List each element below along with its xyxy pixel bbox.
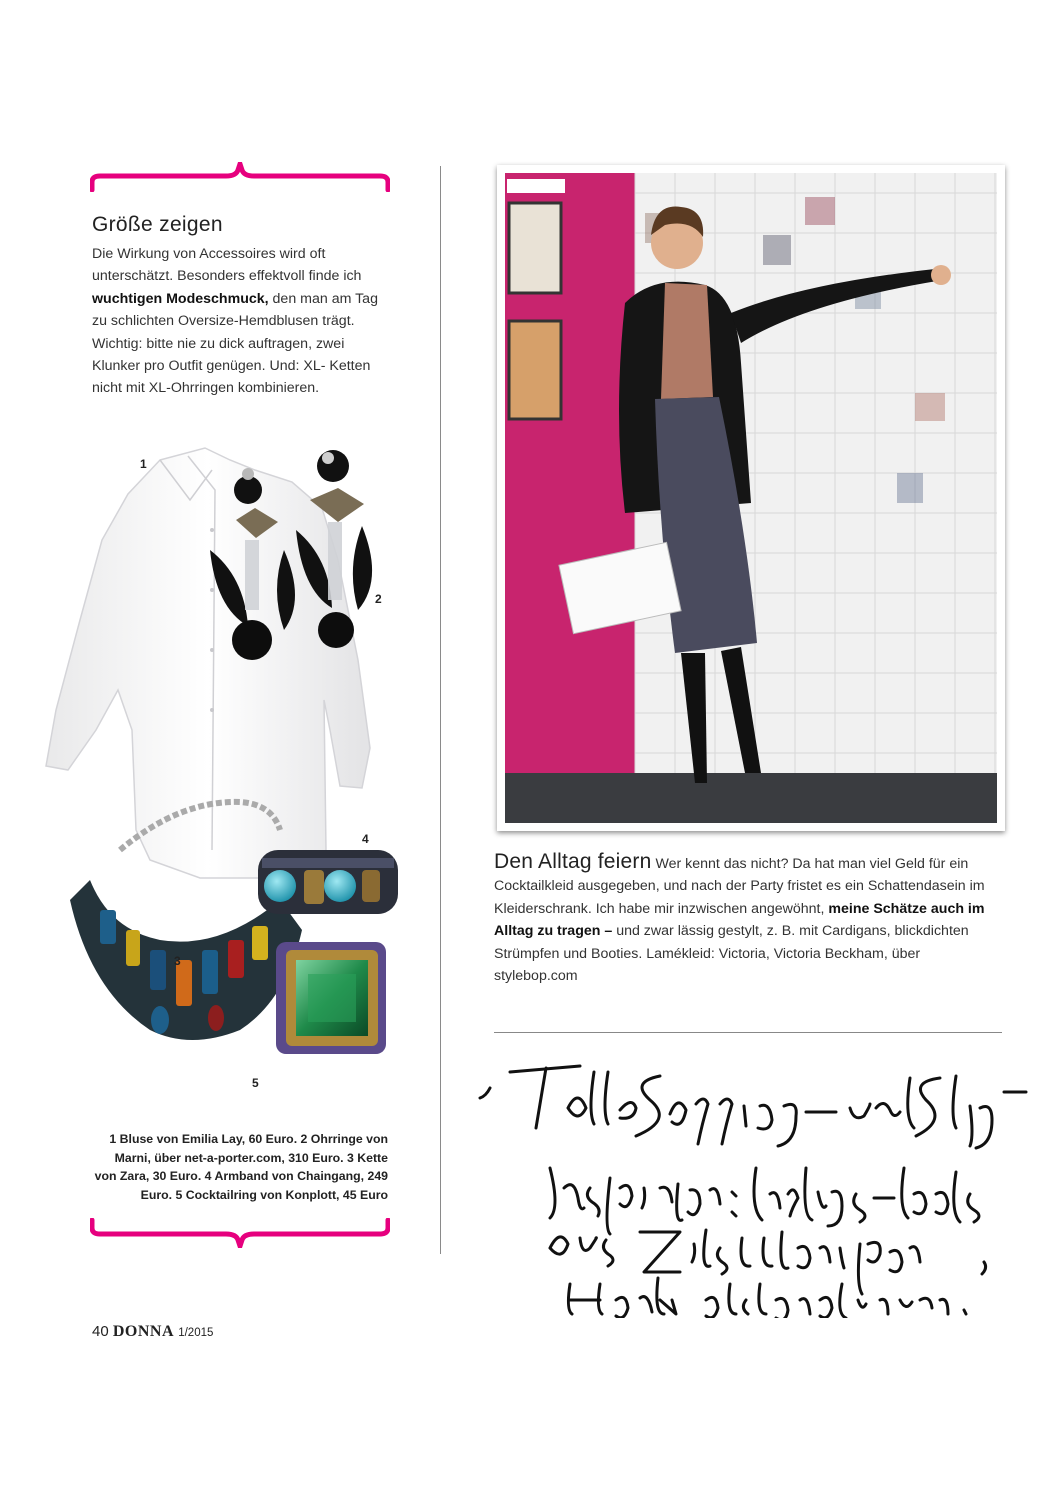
body-text-part: den man am Tag zu schlichten Oversize-Hemdblusen trägt. Wichtig: bitte nie zu dick auftragen, zwei Klunker pro Outfit genügen. Und: XL- Ketten nicht mit XL-Ohrringen kombinieren. [92, 290, 378, 397]
body-text-part: Wer kennt das nicht? Da hat man viel Geld für ein Cocktailkleid ausgegeben, und nach der Party fristet es ein Schattendasein im Kleiderschrank. Ich habe mir inzwischen angewöhnt, [494, 856, 985, 917]
handwritten-quote [470, 1048, 1030, 1318]
portrait-photo [497, 165, 1005, 831]
product-label-3: 3 [174, 954, 181, 968]
product-collage [40, 430, 440, 1110]
top-curly-bracket [90, 162, 390, 192]
magazine-brand: DONNA [112, 1323, 175, 1340]
body-text-part: Die Wirkung von Accessoires wird oft unterschätzt. Besonders effektvoll finde ich [92, 246, 362, 285]
product-label-1: 1 [140, 457, 147, 471]
product-label-5: 5 [252, 1076, 259, 1090]
braided-bracelet-image [258, 850, 398, 914]
issue-number: 1/2015 [178, 1327, 214, 1339]
product-credits: 1 Bluse von Emilia Lay, 60 Euro. 2 Ohrringe von Marni, über net-a-porter.com, 310 Euro. 3 Kette von Zara, 30 Euro. 4 Armband von Chaingang, 249 Euro. 5 Cocktailring von Konplott, 45 Euro [94, 1132, 388, 1202]
section-den-alltag-feiern [494, 851, 1002, 987]
body-text-part: und zwar lässig gestylt, z. B. mit Cardigans, blickdichten Strümpfen und Booties. Lamékleid: Victoria, Victoria Beckham, über stylebop.com [494, 923, 969, 985]
emerald-cocktail-ring-image [276, 942, 386, 1054]
page-number: 40 [92, 1323, 109, 1340]
bottom-curly-bracket [90, 1218, 390, 1248]
column-divider [440, 166, 441, 1254]
product-label-2: 2 [375, 592, 382, 606]
section-heading-den-alltag-feiern: Den Alltag feiern [494, 850, 652, 873]
body-text-bold: meine Schätze auch im Alltag zu tragen – [494, 900, 985, 940]
horizontal-rule [494, 1032, 1002, 1033]
body-text-bold: wuchtigen Modeschmuck, [92, 290, 269, 307]
portrait-photo-image [505, 173, 997, 823]
page-folio [92, 1323, 213, 1341]
white-blouse-image [46, 448, 370, 878]
section-title-groesse-zeigen: Größe zeigen [92, 213, 223, 236]
section-body-groesse-zeigen [92, 243, 392, 400]
product-label-4: 4 [362, 832, 369, 846]
